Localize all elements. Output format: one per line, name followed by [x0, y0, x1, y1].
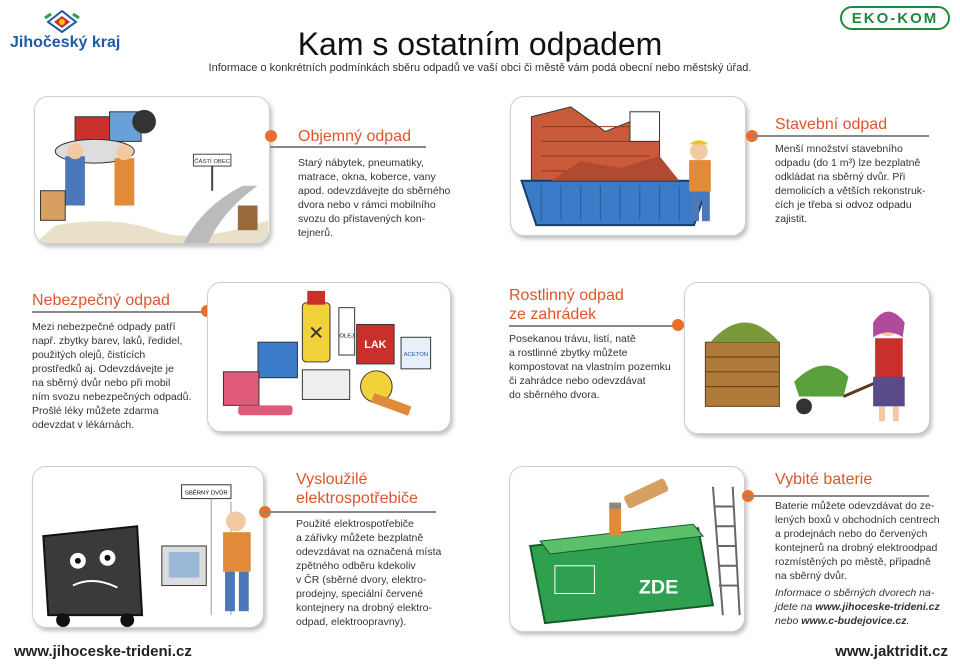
lak-label: LAK	[364, 339, 387, 352]
link-jihoceske-trideni[interactable]: www.jihoceske-trideni.cz	[815, 601, 940, 613]
divider	[509, 325, 675, 327]
objemny-title: Objemný odpad	[298, 128, 411, 145]
baterie-text: Baterie můžete odevzdávat do ze- lených boxů v obchodních centrech a prodejnách nebo do červených kontejnerů na drobný elektroodpad rozmístěných po městě, případně na sběrný dvůr.	[775, 500, 940, 582]
ekokom-logo: EKO-KOM	[840, 6, 950, 30]
olej-label: OLEJ	[339, 333, 355, 340]
elektro-title: Vysloužilé elektrospotřebiče	[296, 471, 418, 507]
nebezpecny-text: Mezi nebezpečné odpady patří např. zbytky barev, laků, ředidel, použitých olejů, čistících prostředků aj. Odevzdávejte je na sběrný dvůr nebo při mobil ním svozu nebezpečných odpadů. Prošlé léky můžete zdarma odevzdat v lékárnách.	[32, 321, 192, 431]
battery-container-illustration	[509, 466, 745, 632]
construction-waste-illustration	[510, 96, 746, 236]
stavebni-title: Stavební odpad	[775, 116, 888, 133]
electronics-waste-illustration	[32, 466, 264, 628]
garden-waste-illustration	[684, 282, 930, 434]
footer-link-left[interactable]: www.jihoceske-trideni.cz	[14, 643, 192, 660]
divider	[747, 495, 929, 497]
objemny-text: Starý nábytek, pneumatiky, matrace, okna, koberce, vany apod. odevzdávejte do sběrného dvora nebo v rámci mobilního svozu do přistavených kon- tejnerů.	[298, 157, 451, 239]
baterie-title: Vybité baterie	[775, 471, 873, 488]
baterie-note: Informace o sběrných dvorech na- jdete na www.jihoceske-trideni.cz nebo www.c-budejovice.cz.	[775, 587, 940, 627]
page-title: Kam s ostatním odpadem	[297, 26, 663, 62]
divider	[32, 311, 202, 313]
rostlinny-text: Posekanou trávu, listí, natě a rostlinné zbytky můžete kompostovat na vlastním pozemku či zahrádce nebo odevzdávat do sběrného dvora.	[509, 333, 671, 401]
bulky-waste-illustration	[34, 96, 270, 244]
stavebni-text: Menší množství stavebního odpadu (do 1 m³) lze bezplatně odkládat na sběrný dvůr. Při demolicích a větších rekonstruk- cích je třeba si odvoz odpadu zajistit.	[775, 143, 926, 225]
bullet-dot-icon	[672, 319, 684, 331]
zde-label: ZDE	[638, 576, 679, 599]
divider	[264, 511, 436, 513]
elektro-text: Použité elektrospotřebiče a zářivky můžete bezplatně odevzdávat na označená místa zpětného odběru kdekoliv v ČR (sběrné dvory, elektro- prodejny, speciální červené kontejnery na drobný elektro- odpad, elektroopravny).	[296, 518, 442, 628]
kraj-logo-text: Jihočeský kraj	[10, 34, 121, 51]
hazardous-waste-illustration	[207, 282, 451, 432]
footer-link-right[interactable]: www.jaktridit.cz	[835, 643, 948, 660]
page-subtitle: Informace o konkrétních podmínkách sběru odpadů ve vaší obci či městě vám podá obecní nebo městský úřad.	[208, 62, 752, 74]
aceton-label: ACETON	[403, 352, 429, 359]
bullet-dot-icon	[265, 130, 277, 142]
nebezpecny-title: Nebezpečný odpad	[32, 292, 170, 309]
link-c-budejovice[interactable]: www.c-budejovice.cz	[801, 615, 907, 627]
divider	[751, 135, 929, 137]
sign-sberny-text: SBĚRNÝ DVŮR	[184, 490, 228, 497]
rostlinny-title: Rostlinný odpad ze zahrádek	[509, 287, 624, 323]
sign-obec-text: ČÁSTÍ OBEC	[194, 159, 231, 166]
divider	[270, 146, 426, 148]
